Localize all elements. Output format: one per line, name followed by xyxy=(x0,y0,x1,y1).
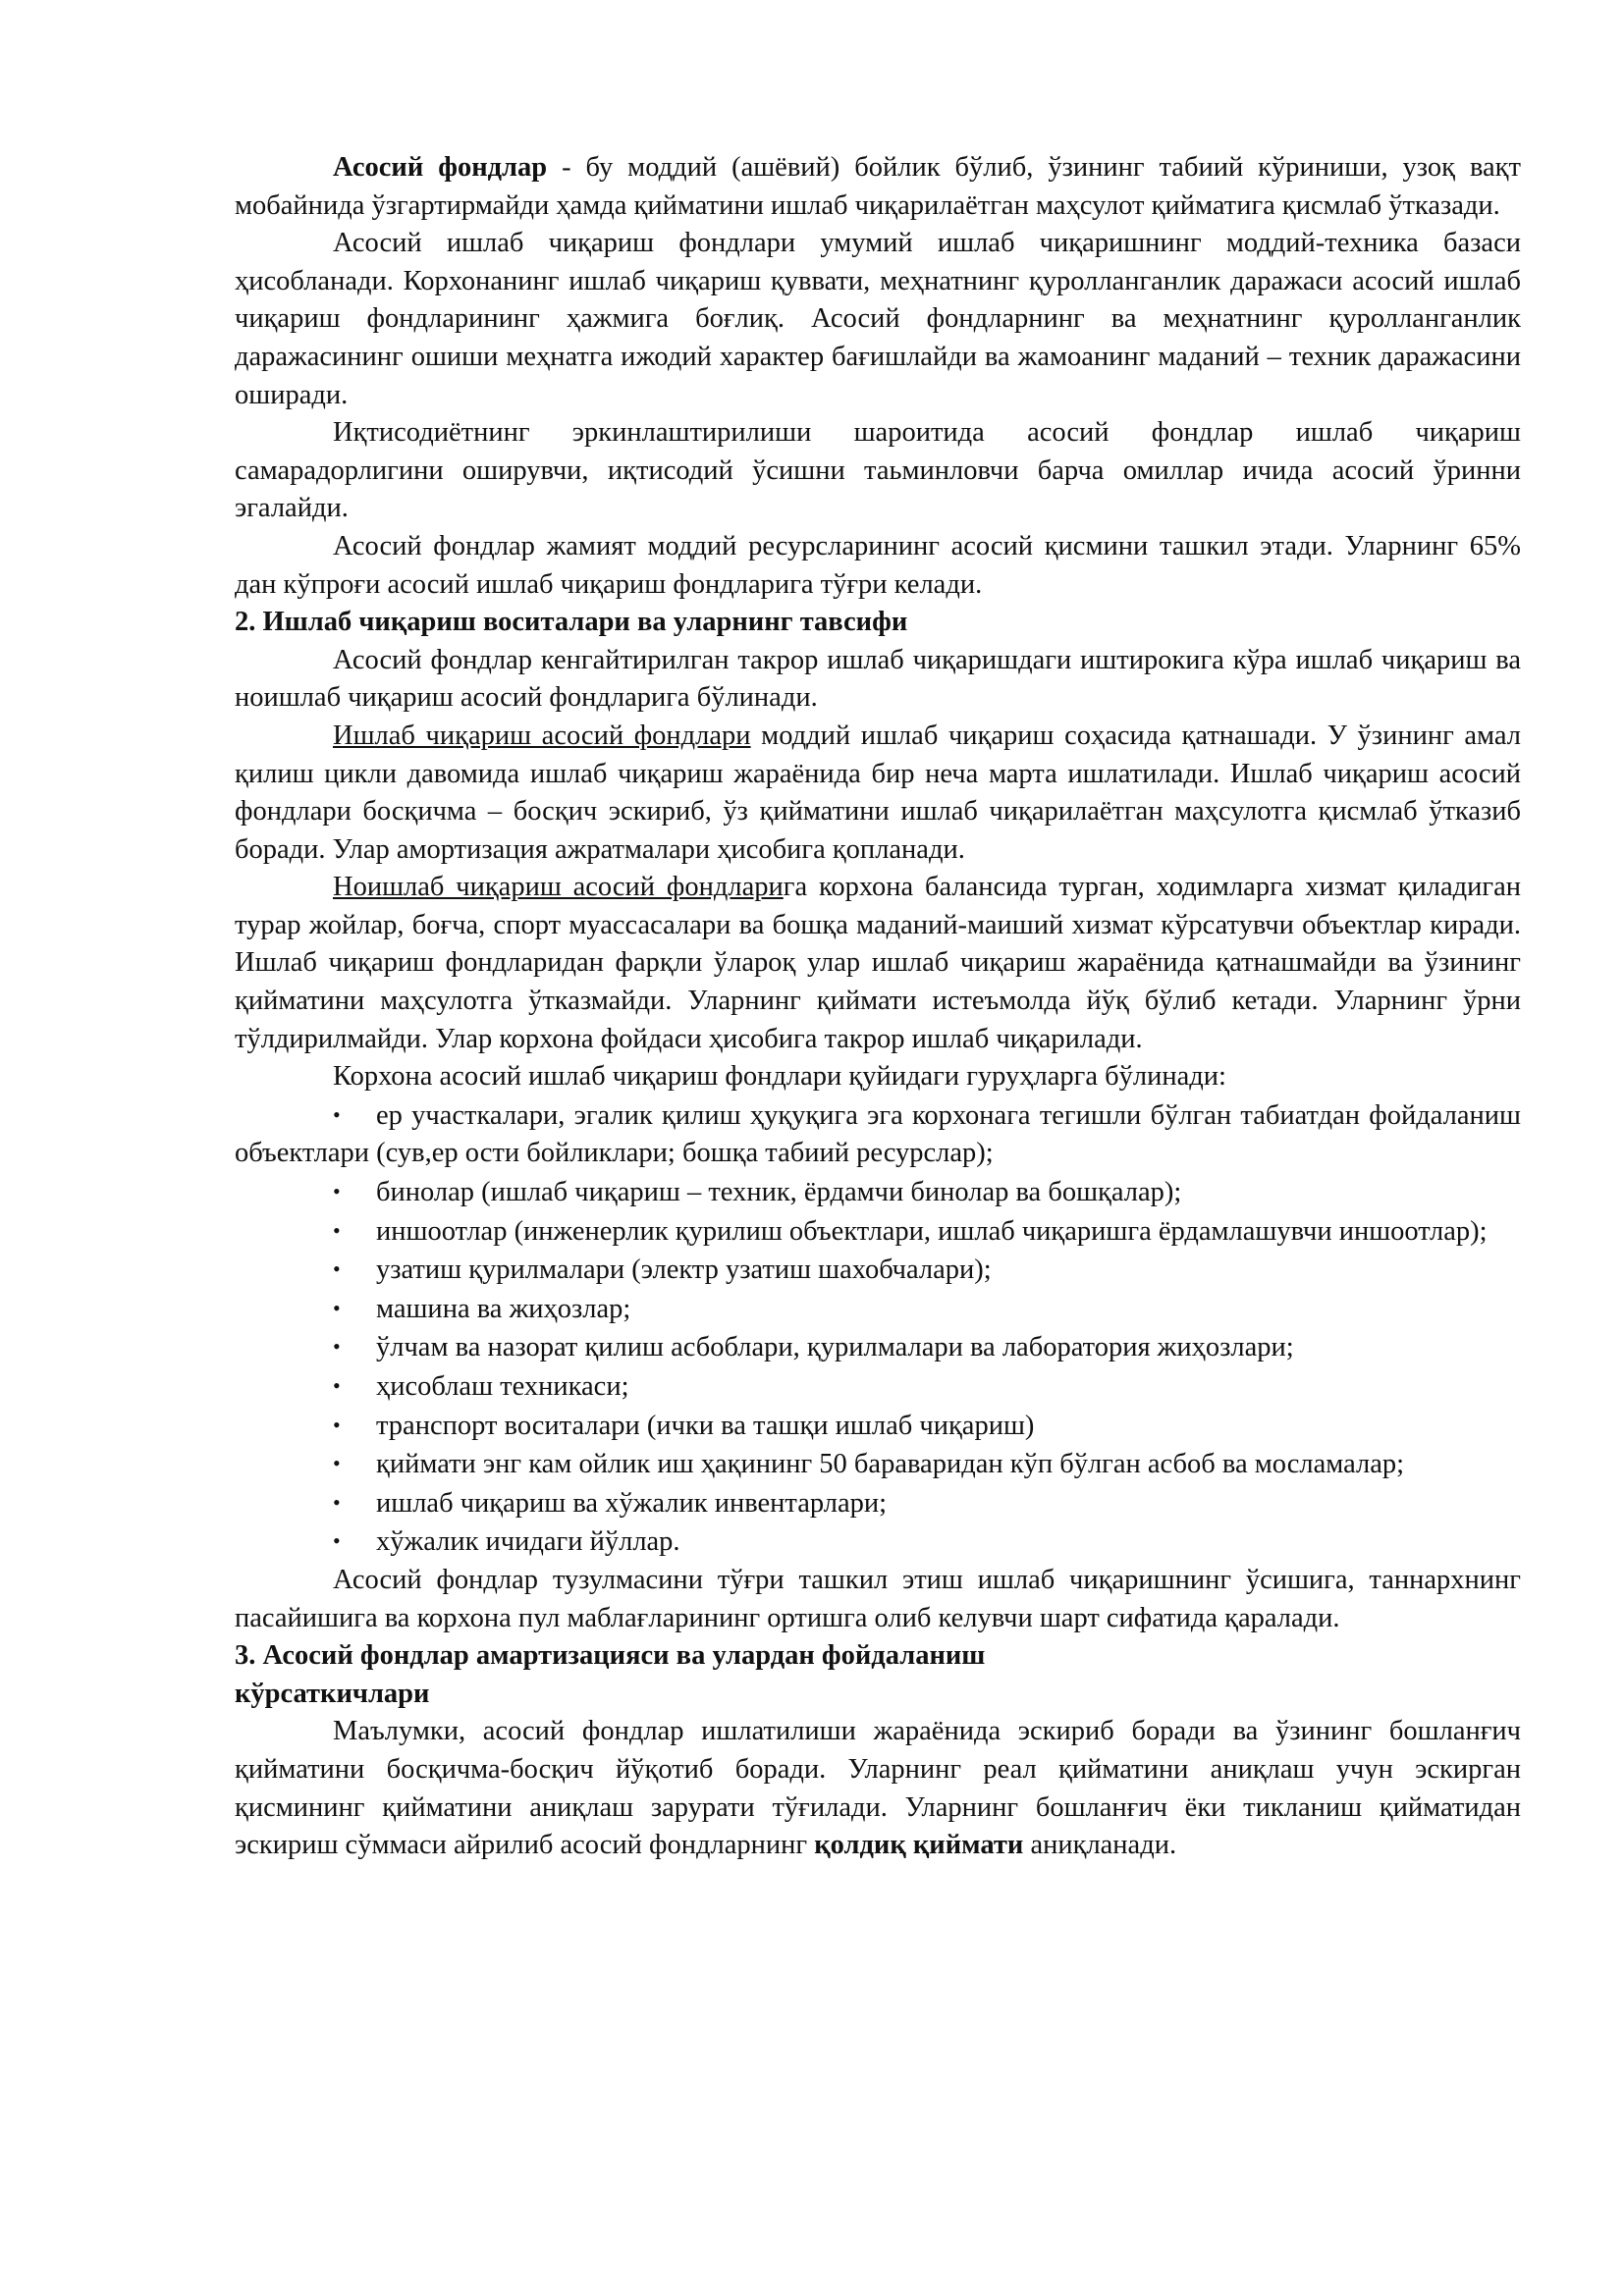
list-item: • бинолар (ишлаб чиқариш – техник, ёрдамчи бинолар ва бошқалар); xyxy=(235,1173,1521,1212)
list-item: • узатиш қурилмалари (электр узатиш шахобчалари); xyxy=(235,1251,1521,1290)
paragraph-definition xyxy=(235,149,1521,225)
list-item: • ишлаб чиқариш ва хўжалик инвентарлари; xyxy=(235,1484,1521,1523)
list-item: • транспорт воситалари (ички ва ташқи ишлаб чиқариш) xyxy=(235,1407,1521,1446)
paragraph-material-resources: Асосий фондлар жамият моддий ресурсларининг асосий қисмини ташкил этади. Уларнинг 65% дан кўпроғи асосий ишлаб чиқариш фондларига тўғри келади. xyxy=(235,530,1521,600)
asset-groups-list xyxy=(235,1096,1521,1562)
bullet-icon: • xyxy=(333,1179,341,1204)
bullet-icon: • xyxy=(333,1334,341,1360)
bullet-icon: • xyxy=(333,1256,341,1282)
definition-text: - бу моддий (ашёвий) бойлик бўлиб, ўзининг табиий кўриниши, узоқ вақт мобайнида ўзгартирмайди ҳамда қийматини ишлаб чиқарилаётган маҳсулот қийматига қисмлаб ўтказади. xyxy=(235,152,1521,221)
nonproduction-fixed-assets-text: га корхона балансида турган, ходимларга хизмат қиладиган турар жойлар, боғча, спорт муассасалари ва бошқа маданий-маиший хизмат кўрсатувчи объектлар киради. Ишлаб чиқариш фондларидан фарқли ўлароқ улар ишлаб чиқариш жараёнида қатнашмайди ва ўзининг қийматини маҳсулотга ўтказмайди. Уларнинг қиймати истеъмолда йўқ бўлиб кетади. Уларнинг ўрни тўлдирилмайди. Улар корхона фойдаси ҳисобига такрор ишлаб чиқарилади. xyxy=(235,872,1521,1054)
paragraph-depreciation xyxy=(235,1713,1521,1864)
paragraph-production-assets-base: Асосий ишлаб чиқариш фондлари умумий ишлаб чиқаришнинг моддий-техника базаси ҳисобланади. Корхонанинг ишлаб чиқариш қуввати, меҳнатнинг қуролланганлик даражаси асосий ишлаб чиқариш фондларининг ҳажмига боғлиқ. Асосий фондларнинг ва меҳнатнинг қуролланганлик даражасининг ошиши меҳнатга ижодий характер бағишлайди ва жамоанинг маданий – техник даражасини оширади. xyxy=(235,228,1521,410)
list-item: • ҳисоблаш техникаси; xyxy=(235,1367,1521,1407)
paragraph-nonproduction-fixed-assets xyxy=(235,869,1521,1058)
depreciation-text: Маълумки, асосий фондлар ишлатилиши жараёнида эскириб боради ва ўзининг бошланғич қийматини босқичма-босқич йўқотиб боради. Уларнинг реал қийматини аниқлаш учун эскирган қисмининг қийматини аниқлаш зарурати тўғилади. Уларнинг бошланғич ёки тикланиш қийматидан эскириш сўммаси айрилиб асосий фондларнинг xyxy=(235,1716,1521,1861)
bullet-icon: • xyxy=(333,1412,341,1437)
term-production-fixed-assets: Ишлаб чиқариш асосий фондлари xyxy=(333,720,751,751)
bullet-icon: • xyxy=(333,1489,341,1515)
term-residual-value: қолдиқ қиймати xyxy=(814,1830,1024,1861)
document-page xyxy=(235,149,1521,1865)
list-item: • иншоотлар (инженерлик қурилиш объектлари, ишлаб чиқаришга ёрдамлашувчи иншоотлар); xyxy=(235,1212,1521,1252)
paragraph-classification: Асосий фондлар кенгайтирилган такрор ишлаб чиқаришдаги иштирокига кўра ишлаб чиқариш ва ноишлаб чиқариш асосий фондларига бўлинади. xyxy=(235,644,1521,714)
paragraph-production-fixed-assets xyxy=(235,718,1521,869)
paragraph-groups-intro: Корхона асосий ишлаб чиқариш фондлари қуйидаги гуруҳларга бўлинади: xyxy=(333,1061,1226,1093)
term-nonproduction-fixed-assets: Ноишлаб чиқариш асосий фондлари xyxy=(333,872,784,903)
bullet-icon: • xyxy=(333,1295,341,1320)
production-fixed-assets-text: моддий ишлаб чиқариш соҳасида қатнашади. У ўзининг амал қилиш цикли давомида ишлаб чиқариш жараёнида бир неча марта ишлатилади. Ишлаб чиқариш асосий фондлари босқичма – босқич эскириб, ўз қийматини ишлаб чиқарилаётган маҳсулотга қисмлаб ўтказиб боради. Улар амортизация ажратмалари ҳисобига қопланади. xyxy=(235,720,1521,865)
paragraph-structure: Асосий фондлар тузулмасини тўғри ташкил этиш ишлаб чиқаришнинг ўсишига, таннархнинг пасайишига ва корхона пул маблағларининг ортишга олиб келувчи шарт сифатида қаралади. xyxy=(235,1564,1521,1633)
section-heading-2: 2. Ишлаб чиқариш воситалари ва уларнинг тавсифи xyxy=(235,607,908,638)
list-item: • ер участкалари, эгалик қилиш ҳуқуқига эга корхонага тегишли бўлган табиатдан фойдаланиш объектлари (сув,ер ости бойликлари; бошқа табиий ресурслар); xyxy=(235,1096,1521,1173)
section-heading-3-line-2: кўрсаткичлари xyxy=(235,1678,430,1709)
list-item: • хўжалик ичидаги йўллар. xyxy=(235,1522,1521,1562)
bullet-icon: • xyxy=(333,1101,341,1127)
depreciation-tail: аниқланади. xyxy=(1023,1830,1177,1861)
list-item: • ўлчам ва назорат қилиш асбоблари, қурилмалари ва лаборатория жиҳозлари; xyxy=(235,1328,1521,1367)
bullet-icon: • xyxy=(333,1451,341,1476)
list-item: • қиймати энг кам ойлик иш ҳақининг 50 бараваридан кўп бўлган асбоб ва мосламалар; xyxy=(235,1445,1521,1484)
bullet-icon: • xyxy=(333,1373,341,1398)
list-item: • машина ва жиҳозлар; xyxy=(235,1290,1521,1329)
term-fixed-assets: Асосий фондлар xyxy=(333,152,548,183)
section-heading-3-line-1: 3. Асосий фондлар амартизацияси ва улардан фойдаланиш xyxy=(235,1640,986,1672)
bullet-icon: • xyxy=(333,1217,341,1243)
bullet-icon: • xyxy=(333,1528,341,1554)
paragraph-liberalization: Иқтисодиётнинг эркинлаштирилиши шароитида асосий фондлар ишлаб чиқариш самарадорлигини оширувчи, иқтисодий ўсишни таьминловчи барча омиллар ичида асосий ўринни эгалайди. xyxy=(235,417,1521,524)
